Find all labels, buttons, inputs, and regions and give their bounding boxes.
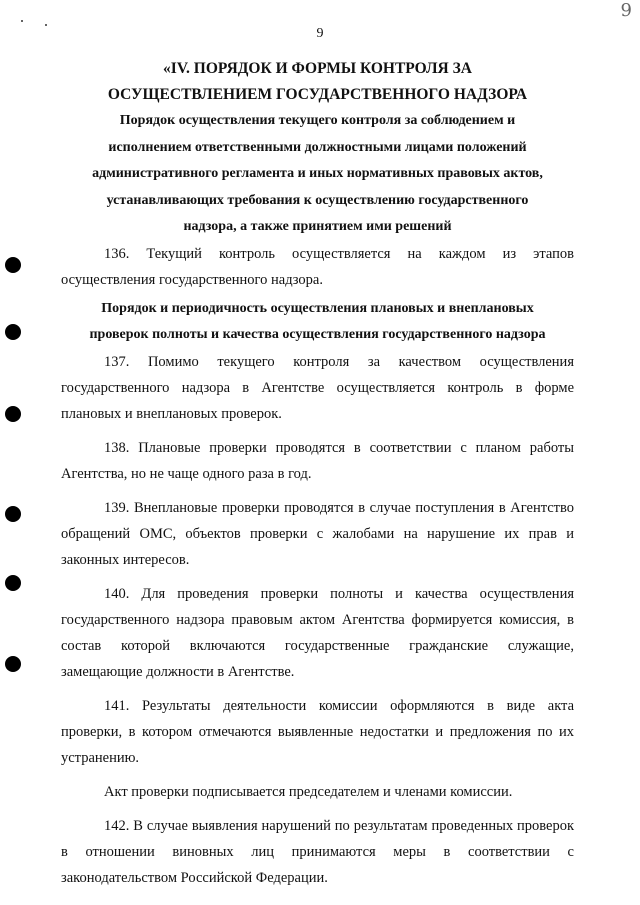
section-heading-line: «IV. ПОРЯДОК И ФОРМЫ КОНТРОЛЯ ЗА	[163, 60, 472, 77]
page-number: 9	[316, 26, 324, 41]
paragraph-141: 141. Результаты деятельности комиссии оформляются в виде акта проверки, в котором отмечаются выявленные недостатки и предложения по их устранению.	[61, 697, 574, 766]
paragraph-137: 137. Помимо текущего контроля за качеством осуществления государственного надзора в Агентстве осуществляется контроль в форме плановых и внеплановых проверок.	[61, 353, 574, 422]
punch-hole	[5, 406, 21, 422]
paragraph-140: 140. Для проведения проверки полноты и качества осуществления государственного надзора правовым актом Агентства формируется комиссия, в состав которой включаются государственные гражданские служащие, замещающие должности в Агентстве.	[61, 585, 574, 680]
subsection-heading-line: проверок полноты и качества осуществления государственного надзора	[89, 327, 546, 342]
punch-hole	[5, 257, 21, 273]
punch-hole	[5, 656, 21, 672]
subsection-heading-line: исполнением ответственными должностными лицами положений	[108, 139, 527, 155]
paragraph-139: 139. Внеплановые проверки проводятся в случае поступления в Агентство обращений ОМС, объектов проверки с жалобами на нарушение их прав и законных интересов.	[61, 499, 574, 568]
subsection-heading-line: Порядок и периодичность осуществления плановых и внеплановых	[101, 300, 534, 316]
scan-speck	[45, 24, 47, 26]
document-body	[61, 56, 574, 891]
punch-hole	[5, 324, 21, 340]
scan-speck	[21, 20, 23, 22]
subsection-heading-line: устанавливающих требования к осуществлению государственного	[106, 192, 529, 208]
paragraph-141-signature: Акт проверки подписывается председателем и членами комиссии.	[104, 783, 513, 800]
handwritten-page-mark: 9	[620, 0, 632, 21]
paragraph-136: 136. Текущий контроль осуществляется на каждом из этапов осуществления государственного надзора.	[61, 245, 574, 288]
punch-hole	[5, 575, 21, 591]
subsection-heading-line: надзора, а также принятием ими решений	[183, 219, 452, 234]
subsection-heading-line: Порядок осуществления текущего контроля за соблюдением и	[119, 113, 516, 128]
paragraph-142: 142. В случае выявления нарушений по результатам проведенных проверок в отношении виновных лиц принимаются меры в соответствии с законодательством Российской Федерации.	[61, 817, 574, 886]
subsection-heading-line: административного регламента и иных нормативных правовых актов,	[92, 166, 543, 181]
punch-hole	[5, 506, 21, 522]
section-heading-line: ОСУЩЕСТВЛЕНИЕМ ГОСУДАРСТВЕННОГО НАДЗОРА	[107, 86, 528, 103]
paragraph-138: 138. Плановые проверки проводятся в соответствии с планом работы Агентства, но не чаще одного раза в год.	[61, 439, 574, 482]
